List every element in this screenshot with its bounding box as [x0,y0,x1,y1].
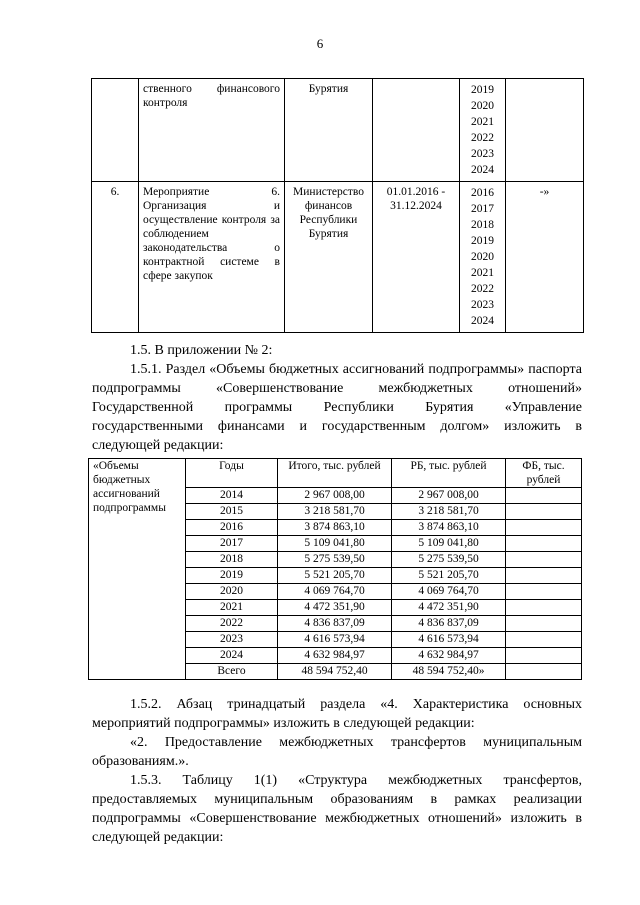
header-years: Годы [186,459,278,488]
cell-years: 2019 2020 2021 2022 2023 2024 [460,79,506,182]
paragraph-1-5-3: 1.5.3. Таблицу 1(1) «Структура межбюджетных трансфертов, предоставляемых муниципальным образованиям в рамках реализации подпрограммы «Совершенствование межбюджетных отношений» изложить в следующей редакции: [92,773,582,845]
table-row: 2021 4 472 351,90 4 472 351,90 [89,600,582,616]
activities-table [91,78,584,333]
paragraph-1-5-2: 1.5.2. Абзац тринадцатый раздела «4. Характеристика основных мероприятий подпрограммы» изложить в следующей редакции: [92,697,582,731]
table-row: 2023 4 616 573,94 4 616 573,94 [89,632,582,648]
table-row: 2019 5 521 205,70 5 521 205,70 [89,568,582,584]
header-rb: РБ, тыс. рублей [392,459,506,488]
table-row: 2018 5 275 539,50 5 275 539,50 [89,552,582,568]
table-row [92,182,584,333]
cell-value: -» [506,182,584,333]
cell-period: 01.01.2016 - 31.12.2024 [373,182,460,333]
cell-desc: ственного финансового контроля [139,79,285,182]
paragraph-quote: «2. Предоставление межбюджетных трансфертов муниципальным образованиям.». [92,735,582,769]
cell-num [92,79,139,182]
paragraph-1-5-1: 1.5.1. Раздел «Объемы бюджетных ассигнований подпрограммы» паспорта подпрограммы «Совершенствование межбюджетных отношений» Государственной программы Республики Бурятия «Управление государственными финансами и государственным долгом» изложить в следующей редакции: [92,362,582,453]
table-row: 2017 5 109 041,80 5 109 041,80 [89,536,582,552]
cell-executor: Бурятия [285,79,373,182]
table-row: 2014 2 967 008,00 2 967 008,00 [89,488,582,504]
header-total: Итого, тыс. рублей [278,459,392,488]
cell-num: 6. [92,182,139,333]
table-row: Всего 48 594 752,40 48 594 752,40» [89,664,582,680]
header-fb: ФБ, тыс. рублей [506,459,582,488]
table-row: 2015 3 218 581,70 3 218 581,70 [89,504,582,520]
cell-label: «Объемы бюджетных ассигнований подпрограммы [89,459,186,680]
paragraph-1-5: 1.5. В приложении № 2: [130,343,273,358]
cell-desc: Мероприятие 6. Организация и осуществление контроля за соблюдением законодательства о контрактной системе в сфере закупок [139,182,285,333]
page-number: 6 [316,36,324,51]
budget-table [88,458,582,680]
table-row: 2024 4 632 984,97 4 632 984,97 [89,648,582,664]
cell-value [506,79,584,182]
table-row [92,79,584,182]
cell-years: 2016 2017 2018 2019 2020 2021 2022 2023 2024 [460,182,506,333]
table-row: 2020 4 069 764,70 4 069 764,70 [89,584,582,600]
table-row: 2022 4 836 837,09 4 836 837,09 [89,616,582,632]
table-header-row [89,459,582,488]
cell-executor: Министерство финансов Республики Бурятия [285,182,373,333]
table-row: 2016 3 874 863,10 3 874 863,10 [89,520,582,536]
cell-period [373,79,460,182]
